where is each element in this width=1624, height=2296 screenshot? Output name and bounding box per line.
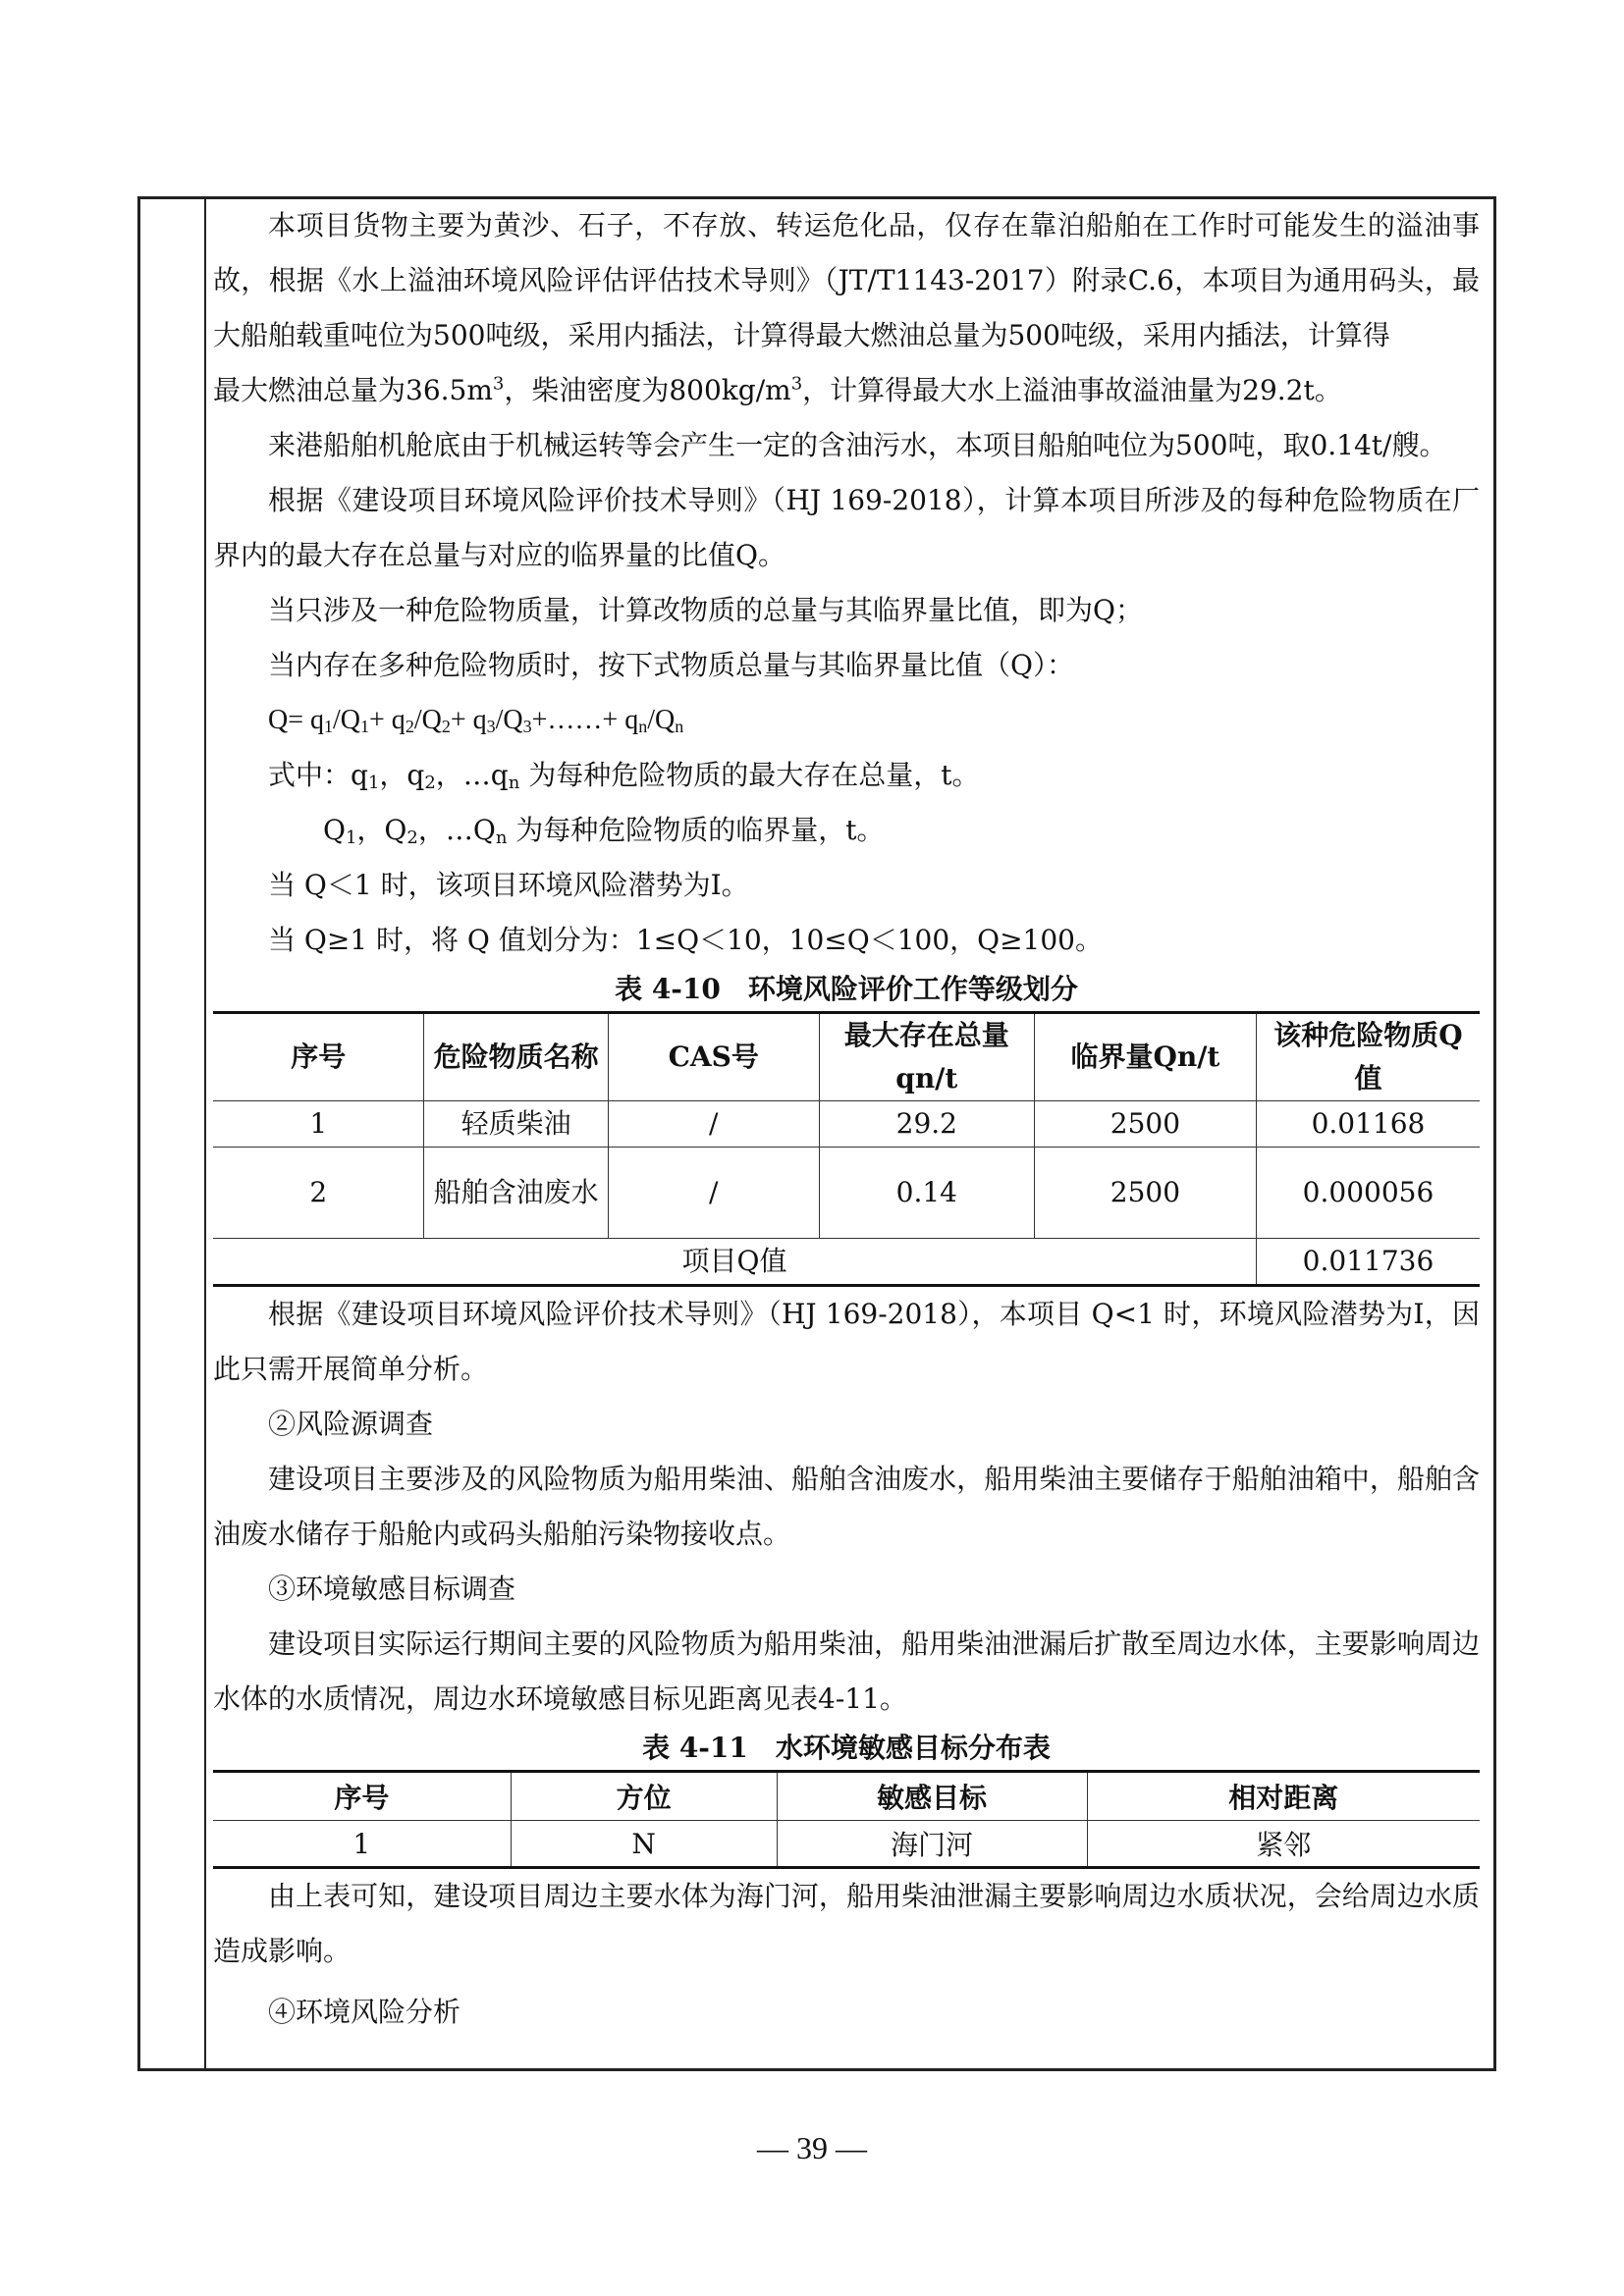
table-caption: 表 4-11 水环境敏感目标分布表 — [642, 1732, 1051, 1764]
table-cell: 紧邻 — [1087, 1821, 1480, 1868]
header-cell: 最大存在总量qn/t — [819, 1013, 1034, 1101]
paragraph: 根据《建设项目环境风险评价技术导则》（HJ 169-2018），本项目 Q<1 时，环境风险潜势为I，因此只需开展简单分析。 — [213, 1298, 1480, 1385]
table-cell: 轻质柴油 — [424, 1101, 608, 1148]
paragraph: 当只涉及一种危险物质量，计算改物质的总量与其临界量比值，即为Q； — [268, 594, 1143, 626]
table-header-row — [213, 1772, 1480, 1821]
table-header-row — [213, 1013, 1480, 1101]
header-cell: 序号 — [213, 1772, 511, 1821]
formula: $Q= q_1/Q_1+ q_2/Q_2+$ $q_3/Q_3+\dots\dots+ q_n/Q_n$ — [268, 705, 684, 736]
page-number: — 39 — — [757, 2130, 867, 2165]
document-body — [213, 198, 1480, 2040]
table-cell: 0.01168 — [1256, 1101, 1480, 1148]
header-cell: 方位 — [511, 1772, 777, 1821]
header-cell: 危险物质名称 — [424, 1013, 608, 1101]
table-row — [213, 1821, 1480, 1868]
table-cell: 1 — [213, 1101, 424, 1148]
section-heading: ④环境风险分析 — [268, 1996, 461, 2028]
formula-where-1: 式中：$q_1$，$q_2$，$\dots q_n$ 为每种危险物质的最大存在总量，t。 — [268, 759, 980, 793]
sensitive-target-table — [213, 1770, 1480, 1869]
table-cell: 2 — [213, 1148, 424, 1239]
paragraph: 当 Q≥1 时，将 Q 值划分为：1≤Q＜10，10≤Q＜100，Q≥100。 — [268, 924, 1103, 956]
formula-where-2: $Q_1$，$Q_2$，$\dots Q_n$ 为每种危险物质的临界量，t。 — [323, 814, 885, 848]
table-cell: / — [608, 1148, 819, 1239]
table-cell: 0.14 — [819, 1148, 1034, 1239]
table-cell: 0.000056 — [1256, 1148, 1480, 1239]
table-cell: 海门河 — [777, 1821, 1087, 1868]
header-cell: 相对距离 — [1087, 1772, 1480, 1821]
paragraph: 来港船舶机舱底由于机械运转等会产生一定的含油污水，本项目船舶吨位为500吨，取0.14t/艘。 — [268, 429, 1447, 461]
table-row — [213, 1148, 1480, 1239]
total-value: 0.011736 — [1256, 1239, 1480, 1286]
paragraph: 建设项目实际运行期间主要的风险物质为船用柴油，船用柴油泄漏后扩散至周边水体，主要影响周边水体的水质情况，周边水环境敏感目标见距离见表4-11。 — [213, 1628, 1480, 1715]
table-cell: 2500 — [1034, 1101, 1256, 1148]
paragraph: 本项目货物主要为黄沙、石子，不存放、转运危化品，仅存在靠泊船舶在工作时可能发生的溢油事故，根据《水上溢油环境风险评估评估技术导则》（JT/T1143-2017）附录C.6，本项目为通用码头，最大船舶载重吨位为500吨级，采用内插法，计算得最大燃油总量为500吨级，采用内插法，计算得 最大燃油总量为$36.5m^3$，柴油密度为$800kg/m^3$，计算得最大水上溢油事故溢油量为29.2t。 — [213, 209, 1480, 406]
table-cell: 船舶含油废水 — [424, 1148, 608, 1239]
paragraph: 根据《建设项目环境风险评价技术导则》（HJ 169-2018），计算本项目所涉及的每种危险物质在厂界内的最大存在总量与对应的临界量的比值Q。 — [213, 484, 1480, 571]
table-cell: 29.2 — [819, 1101, 1034, 1148]
frame-divider — [204, 199, 206, 2068]
table-caption: 表 4-10 环境风险评价工作等级划分 — [615, 973, 1078, 1005]
paragraph: 当内存在多种危险物质时，按下式物质总量与其临界量比值（Q）： — [268, 649, 1074, 681]
paragraph: 由上表可知，建设项目周边主要水体为海门河，船用柴油泄漏主要影响周边水质状况，会给周边水质造成影响。 — [213, 1880, 1480, 1967]
header-cell: 序号 — [213, 1013, 424, 1101]
table-cell: 1 — [213, 1821, 511, 1868]
header-cell: 敏感目标 — [777, 1772, 1087, 1821]
table-cell: / — [608, 1101, 819, 1148]
table-total-row — [213, 1239, 1480, 1286]
header-cell: 该种危险物质Q值 — [1256, 1013, 1480, 1101]
table-cell: N — [511, 1821, 777, 1868]
paragraph: 建设项目主要涉及的风险物质为船用柴油、船舶含油废水，船用柴油主要储存于船舶油箱中，船舶含油废水储存于船舱内或码头船舶污染物接收点。 — [213, 1463, 1480, 1550]
header-cell: CAS号 — [608, 1013, 819, 1101]
paragraph: 当 Q＜1 时，该项目环境风险潜势为Ⅰ。 — [268, 869, 749, 901]
header-cell: 临界量Qn/t — [1034, 1013, 1256, 1101]
section-heading: ②风险源调查 — [268, 1408, 434, 1440]
table-row — [213, 1101, 1480, 1148]
risk-level-table — [213, 1011, 1480, 1287]
total-label: 项目Q值 — [213, 1239, 1256, 1286]
section-heading: ③环境敏感目标调查 — [268, 1573, 516, 1605]
table-cell: 2500 — [1034, 1148, 1256, 1239]
